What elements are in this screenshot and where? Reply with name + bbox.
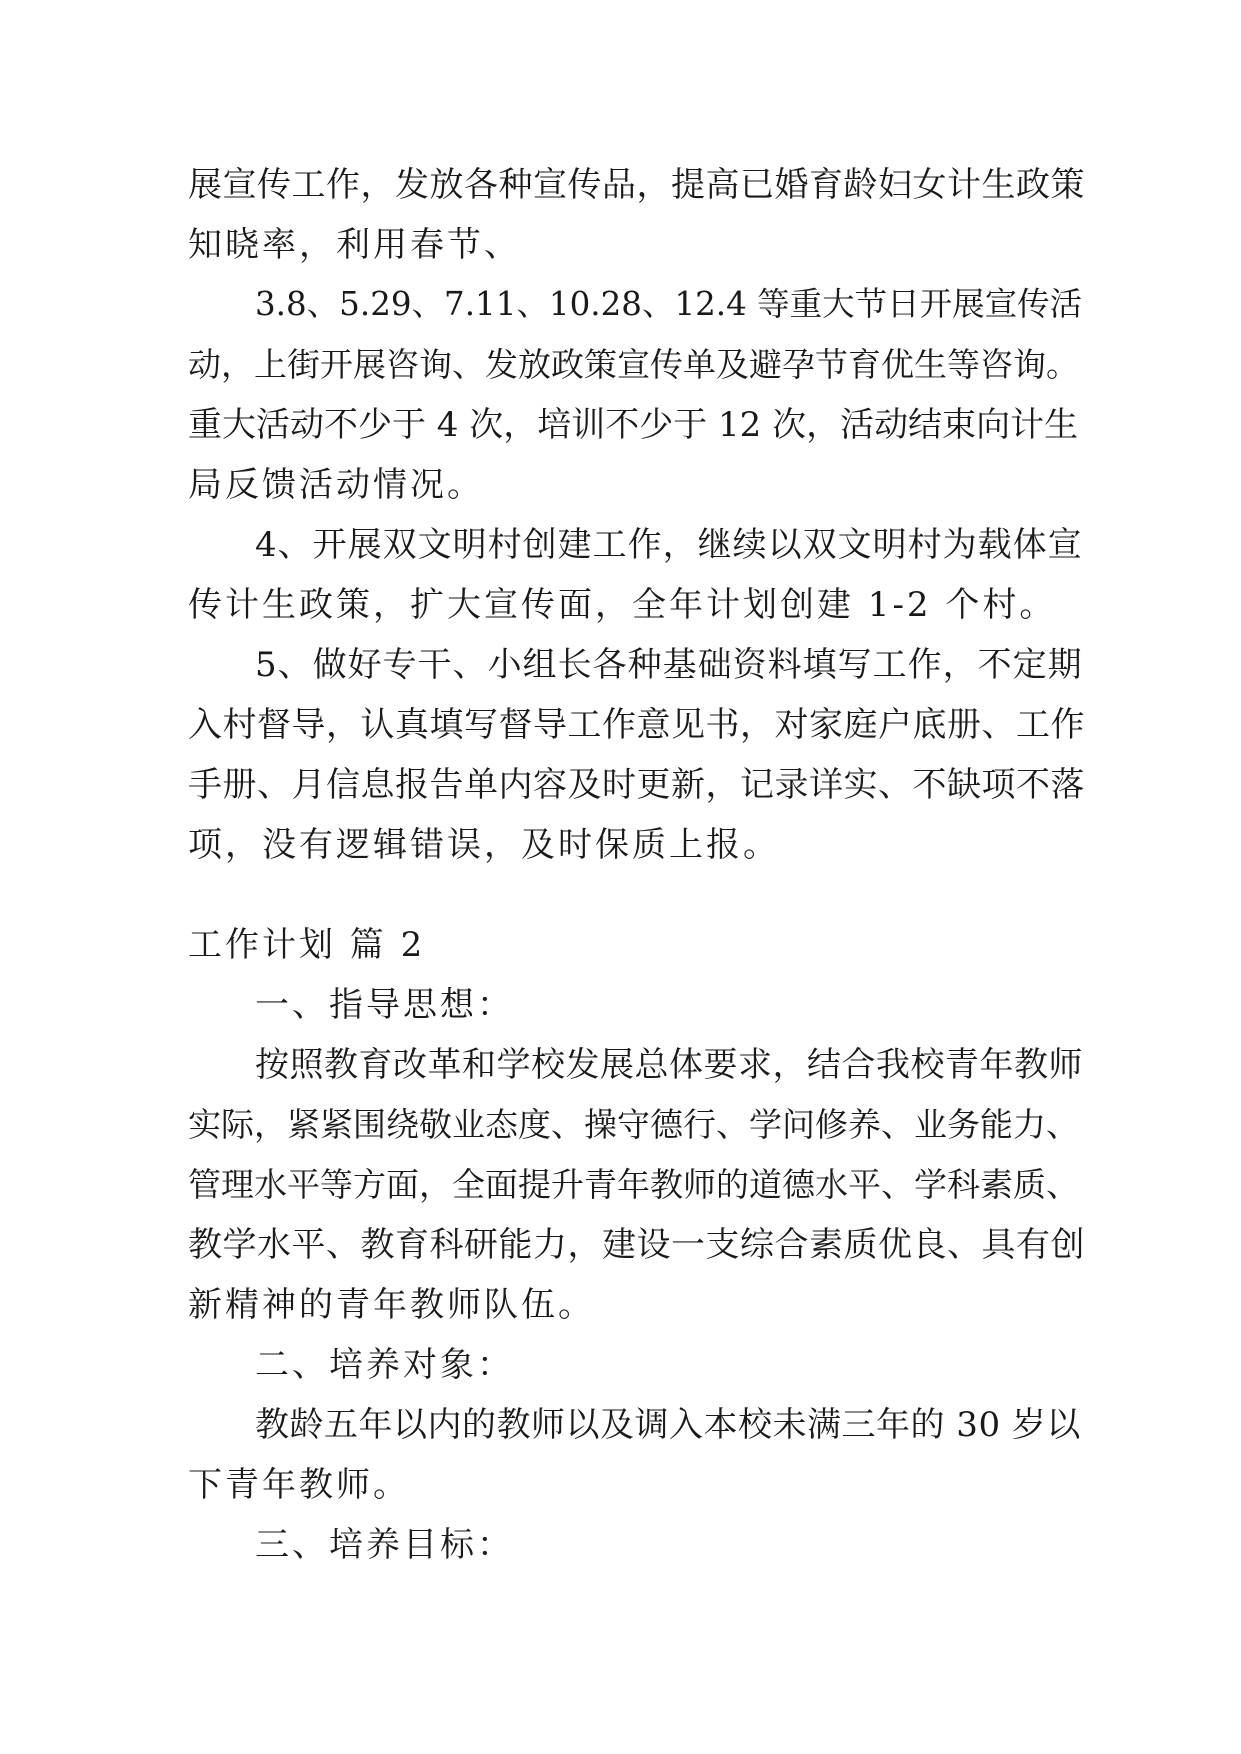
text-line: 入村督导，认真填写督导工作意见书，对家庭户底册、工作 [188,705,1085,745]
text-line: 局反馈活动情况。 [188,465,484,505]
text-line: 教龄五年以内的教师以及调入本校未满三年的 30 岁以 [255,1405,1081,1445]
text-line: 教学水平、教育科研能力，建设一支综合素质优良、具有创 [188,1225,1085,1265]
section-title: 工作计划 篇 2 [188,925,426,965]
text-line: 管理水平等方面，全面提升青年教师的道德水平、学科素质、 [188,1165,1079,1204]
text-line: 传计生政策，扩大宣传面，全年计划创建 1-2 个村。 [188,585,1057,625]
text-line: 项，没有逻辑错误，及时保质上报。 [188,825,780,865]
text-line: 下青年教师。 [188,1465,410,1505]
text-line: 3.8、5.29、7.11、10.28、12.4 等重大节日开展宣传活 [255,285,1083,323]
subheading: 三、培养目标： [255,1525,514,1565]
text-line: 动，上街开展咨询、发放政策宣传单及避孕节育优生等咨询。 [188,345,1079,384]
text-line: 4、开展双文明村创建工作，继续以双文明村为载体宣 [255,525,1083,565]
text-line: 实际，紧紧围绕敬业态度、操守德行、学问修养、业务能力、 [188,1105,1079,1144]
text-line: 5、做好专干、小组长各种基础资料填写工作，不定期 [255,645,1083,685]
text-line: 展宣传工作，发放各种宣传品，提高已婚育龄妇女计生政策 [188,165,1085,205]
text-line: 按照教育改革和学校发展总体要求，结合我校青年教师 [255,1045,1083,1085]
subheading: 二、培养对象： [255,1345,514,1385]
text-line: 新精神的青年教师队伍。 [188,1285,595,1325]
text-line: 重大活动不少于 4 次，培训不少于 12 次，活动结束向计生 [188,405,1079,445]
subheading: 一、指导思想： [255,985,514,1025]
text-line: 手册、月信息报告单内容及时更新，记录详实、不缺项不落 [188,765,1085,805]
text-line: 知晓率，利用春节、 [188,225,521,265]
